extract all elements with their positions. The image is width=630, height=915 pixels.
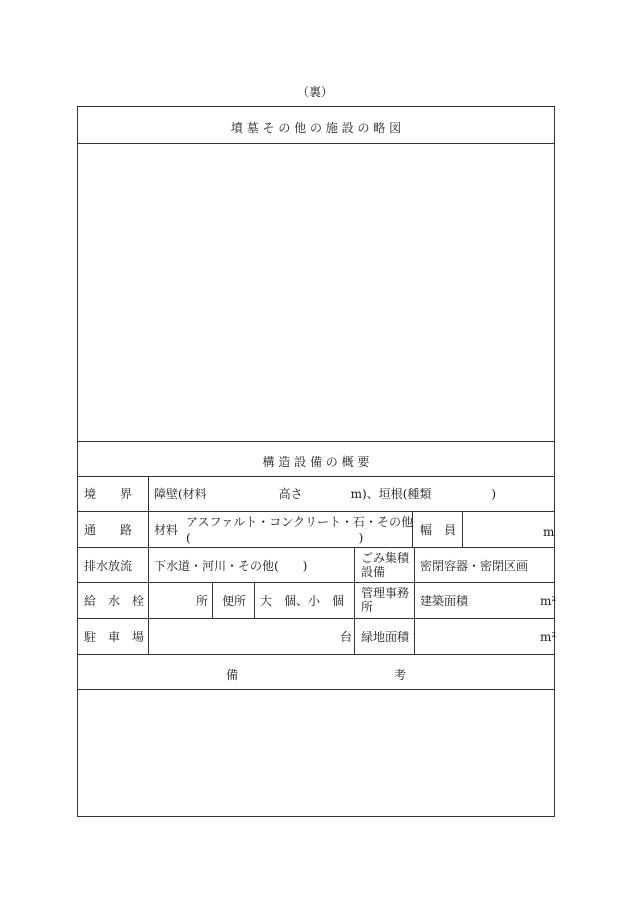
passage-width-unit: m [543,525,555,539]
green-area-label: 緑地面積 [361,630,410,644]
divider [78,547,554,548]
divider [78,476,554,477]
right-label-divider [414,547,415,654]
garbage-label: ごみ集積設備 [361,551,410,579]
passage-width-label: 幅 員 [420,523,457,537]
parking-label: 駐 車 場 [84,630,145,644]
divider [78,618,554,619]
water-count-divider [212,582,213,618]
structure-title: 構 造 設 備 の 概 要 [262,455,370,469]
boundary-label: 境 界 [84,487,133,501]
middle-column-divider [354,547,355,654]
drainage-value[interactable]: 下水道・河川・その他( ) [154,559,308,573]
passage-width-value-divider [462,511,463,547]
passage-material-other[interactable]: ( ) [186,531,364,545]
passage-label: 通 路 [84,523,133,537]
garbage-value[interactable]: 密閉容器・密閉区画 [420,559,529,573]
building-area-unit: m² [540,594,557,608]
passage-width-divider [412,511,413,547]
divider [78,582,554,583]
form-frame [77,106,555,817]
toilet-value[interactable]: 大 個、小 個 [260,594,345,608]
boundary-value[interactable]: 障壁(材料 高さ m)、垣根(種類 ) [154,487,497,501]
sketch-title: 墳 墓 そ の 他 の 施 設 の 略 図 [230,121,402,135]
building-area-label: 建築面積 [420,594,469,608]
passage-material-label: 材料 [154,523,179,537]
passage-material-options[interactable]: アスファルト・コンクリート・石・その他 [186,515,414,529]
office-label: 管理事務所 [361,586,410,614]
water-count-unit: 所 [196,594,209,608]
divider [78,654,554,655]
toilet-label: 便所 [222,594,247,608]
remarks-title: 備 考 [225,668,406,682]
page-side-label: （裏） [296,85,333,99]
toilet-divider [254,582,255,618]
parking-unit: 台 [340,630,353,644]
sketch-drawing-area[interactable] [78,144,554,440]
drainage-label: 排水放流 [84,559,133,573]
divider [78,511,554,512]
remarks-area[interactable] [78,690,554,816]
divider [78,441,554,442]
green-area-unit: m² [540,630,557,644]
water-label: 給 水 栓 [84,594,145,608]
label-column-divider [148,476,149,654]
